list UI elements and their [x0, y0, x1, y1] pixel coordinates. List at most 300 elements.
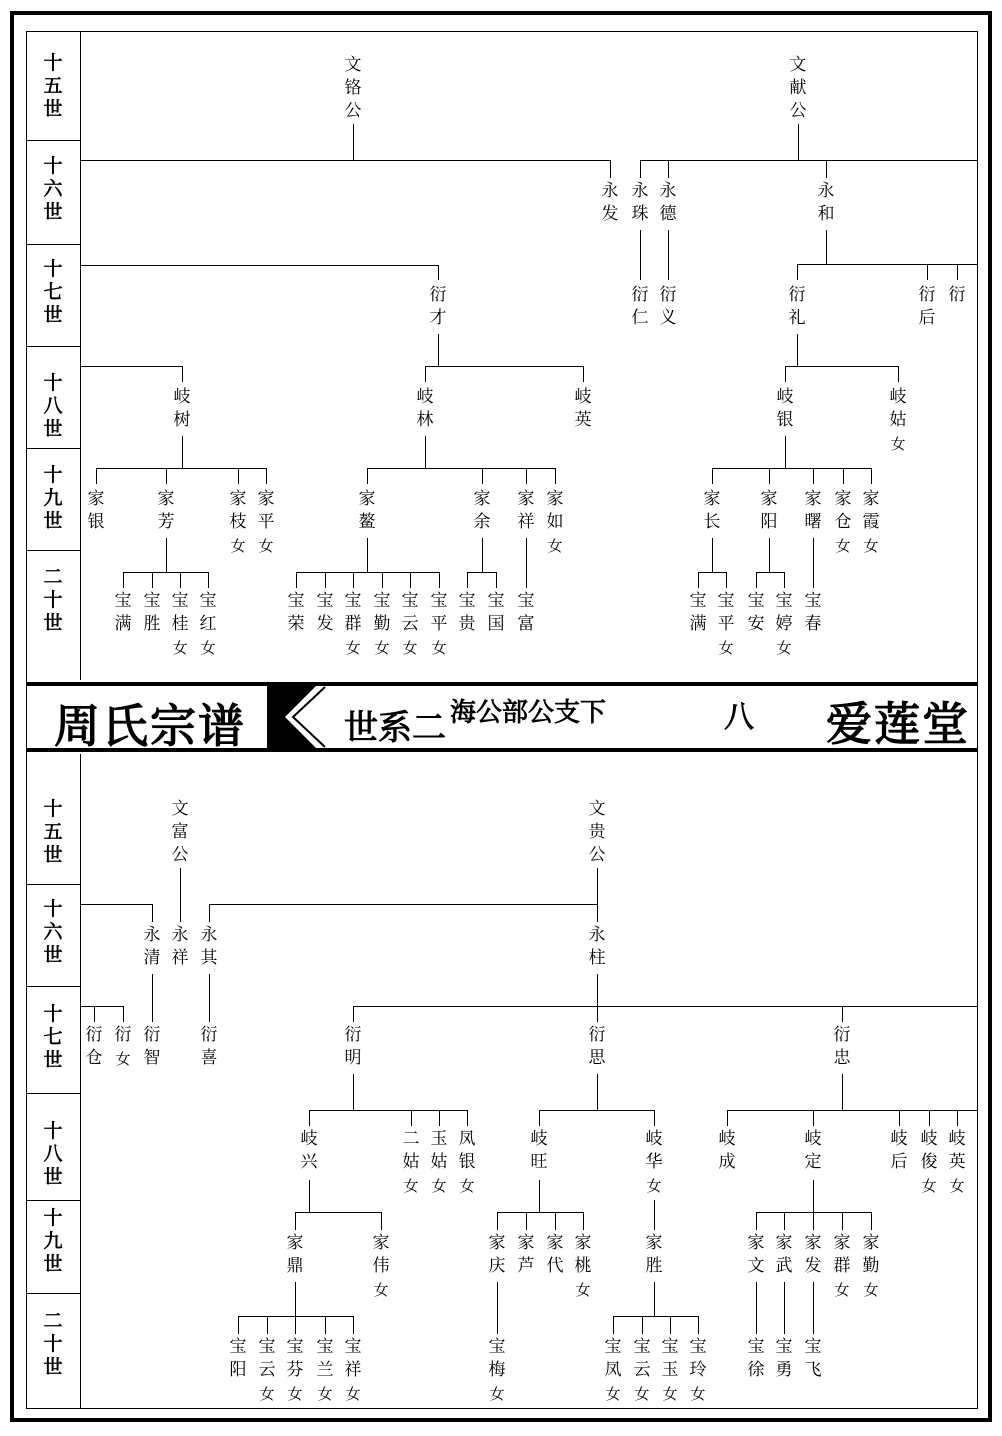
- female-mark: 女: [690, 1385, 706, 1403]
- connector-line: [26, 884, 80, 885]
- person-name: 家 霞 女: [859, 488, 883, 558]
- female-mark: 女: [317, 1385, 333, 1403]
- connector-line: [80, 366, 182, 367]
- person-name: 衍 忠: [833, 1025, 851, 1068]
- connector-line: [654, 1282, 655, 1316]
- connector-line: [957, 1110, 958, 1126]
- person-name: 家 代: [546, 1233, 564, 1276]
- connector-line: [209, 974, 210, 1022]
- generation-label: 十 五 世: [43, 798, 63, 866]
- connector-line: [26, 244, 80, 245]
- connector-line: [425, 436, 426, 468]
- person-name: 宝 国: [487, 591, 505, 634]
- connector-line: [208, 572, 209, 588]
- branch-title: 海公部公支下: [450, 698, 607, 728]
- person-name: 家 鳌: [358, 489, 376, 532]
- person-name: 衍: [948, 285, 966, 305]
- connector-line: [784, 572, 785, 588]
- connector-line: [96, 468, 266, 469]
- connector-line: [94, 1006, 95, 1022]
- person-name: 衍 女: [111, 1024, 135, 1071]
- connector-line: [382, 572, 383, 588]
- person-name: 岐 后: [890, 1129, 908, 1172]
- person-name: 文 富 公: [171, 799, 189, 865]
- connector-line: [425, 366, 426, 382]
- person-name: 岐 定: [804, 1129, 822, 1172]
- generation-label: 十 五 世: [43, 52, 63, 120]
- generation-label: 十 六 世: [43, 155, 63, 223]
- connector-line: [642, 1316, 643, 1334]
- connector-line: [467, 1110, 468, 1126]
- connector-line: [166, 538, 167, 572]
- connector-line: [482, 468, 483, 484]
- connector-line: [26, 550, 80, 551]
- connector-line: [238, 1316, 239, 1334]
- connector-line: [597, 868, 598, 922]
- person-name: 家 曙: [804, 489, 822, 532]
- person-name: 衍 礼: [788, 285, 806, 328]
- connector-line: [182, 436, 183, 468]
- connector-line: [899, 1110, 900, 1126]
- connector-line: [295, 1316, 296, 1334]
- person-name: 文 贵 公: [588, 799, 606, 865]
- person-name: 家 长: [703, 489, 721, 532]
- connector-line: [411, 1110, 412, 1126]
- connector-line: [756, 1212, 757, 1230]
- person-name: 宝 云 女: [630, 1336, 654, 1406]
- person-name: 衍 仓: [85, 1025, 103, 1068]
- connector-line: [843, 468, 844, 484]
- connector-line: [871, 1212, 872, 1230]
- person-name: 宝 贵: [458, 591, 476, 634]
- person-name: 家 平 女: [254, 488, 278, 558]
- connector-line: [209, 904, 597, 905]
- connector-line: [180, 868, 181, 922]
- connector-line: [640, 160, 641, 178]
- person-name: 宝 勇: [775, 1337, 793, 1380]
- female-mark: 女: [575, 1281, 591, 1299]
- connector-line: [526, 1212, 527, 1230]
- person-name: 家 鼎: [286, 1233, 304, 1276]
- connector-line: [325, 1316, 326, 1334]
- female-mark: 女: [834, 1281, 850, 1299]
- female-mark: 女: [863, 1281, 879, 1299]
- connector-line: [797, 334, 798, 366]
- connector-line: [467, 572, 468, 588]
- connector-line: [929, 1110, 930, 1126]
- connector-line: [152, 572, 153, 588]
- connector-line: [296, 572, 297, 588]
- page-number: 八: [724, 700, 754, 735]
- connector-line: [871, 468, 872, 484]
- person-name: 岐 姑 女: [886, 386, 910, 456]
- person-name: 家 胜: [645, 1233, 663, 1276]
- person-name: 岐 英: [574, 387, 592, 430]
- section-title: 世系二: [344, 708, 446, 748]
- person-name: 衍 喜: [200, 1025, 218, 1068]
- connector-line: [842, 1074, 843, 1110]
- connector-line: [784, 1282, 785, 1334]
- person-name: 宝 富: [517, 591, 535, 634]
- connector-line: [152, 974, 153, 1022]
- connector-line: [640, 230, 641, 280]
- connector-line: [756, 572, 784, 573]
- connector-line: [238, 468, 239, 484]
- person-name: 衍 明: [344, 1025, 362, 1068]
- person-name: 永 发: [601, 181, 619, 224]
- person-name: 宝 红 女: [196, 590, 220, 660]
- connector-line: [295, 1212, 296, 1230]
- connector-line: [784, 1212, 785, 1230]
- generation-label: 十 九 世: [43, 1207, 63, 1275]
- female-mark: 女: [172, 639, 188, 657]
- connector-line: [769, 468, 770, 484]
- female-mark: 女: [115, 1050, 131, 1068]
- connector-line: [698, 572, 726, 573]
- person-name: 宝 凤 女: [601, 1336, 625, 1406]
- person-name: 宝 平 女: [427, 590, 451, 660]
- person-name: 永 清: [143, 925, 161, 968]
- person-name: 家 庆: [488, 1233, 506, 1276]
- female-mark: 女: [402, 639, 418, 657]
- generation-label: 十 九 世: [43, 464, 63, 532]
- connector-line: [797, 264, 798, 280]
- person-name: 宝 云 女: [398, 590, 422, 660]
- connector-line: [597, 1074, 598, 1110]
- connector-line: [123, 572, 208, 573]
- person-name: 家 桃 女: [571, 1232, 595, 1302]
- person-name: 家 枝 女: [226, 488, 250, 558]
- person-name: 宝 梅 女: [485, 1336, 509, 1406]
- connector-line: [166, 468, 167, 484]
- connector-line: [296, 572, 439, 573]
- generation-label: 十 八 世: [43, 372, 63, 440]
- connector-line: [497, 1212, 498, 1230]
- connector-line: [80, 265, 438, 266]
- connector-line: [26, 986, 80, 987]
- person-name: 宝 平 女: [714, 590, 738, 660]
- female-mark: 女: [200, 639, 216, 657]
- generation-label: 十 七 世: [43, 1003, 63, 1071]
- female-mark: 女: [287, 1385, 303, 1403]
- female-mark: 女: [921, 1177, 937, 1195]
- person-name: 宝 安: [747, 591, 765, 634]
- connector-line: [80, 754, 81, 1408]
- person-name: 岐 树: [173, 387, 191, 430]
- connector-line: [526, 538, 527, 588]
- connector-line: [209, 904, 210, 922]
- female-mark: 女: [776, 639, 792, 657]
- connector-line: [381, 1212, 382, 1230]
- person-name: 家 武: [775, 1233, 793, 1276]
- female-mark: 女: [863, 537, 879, 555]
- connector-line: [555, 1212, 556, 1230]
- person-name: 宝 徐: [747, 1337, 765, 1380]
- connector-line: [756, 572, 757, 588]
- person-name: 宝 飞: [804, 1337, 822, 1380]
- connector-line: [496, 572, 497, 588]
- person-name: 宝 满: [689, 591, 707, 634]
- person-name: 衍 思: [588, 1025, 606, 1068]
- person-name: 宝 祥 女: [341, 1336, 365, 1406]
- connector-line: [727, 1110, 978, 1111]
- person-name: 宝 群 女: [341, 590, 365, 660]
- connector-line: [555, 468, 556, 484]
- connector-line: [438, 265, 439, 280]
- connector-line: [439, 572, 440, 588]
- connector-line: [610, 160, 611, 178]
- person-name: 岐 英 女: [945, 1128, 969, 1198]
- person-name: 宝 云 女: [255, 1336, 279, 1406]
- connector-line: [353, 1006, 354, 1022]
- connector-line: [813, 538, 814, 588]
- connector-line: [295, 1212, 381, 1213]
- connector-line: [80, 1006, 123, 1007]
- person-name: 家 余: [473, 489, 491, 532]
- person-name: 家 仓 女: [831, 488, 855, 558]
- connector-line: [927, 264, 928, 280]
- connector-line: [295, 1282, 296, 1316]
- connector-line: [583, 366, 584, 382]
- female-mark: 女: [605, 1385, 621, 1403]
- female-mark: 女: [431, 1177, 447, 1195]
- person-name: 宝 玲 女: [686, 1336, 710, 1406]
- person-name: 家 阳: [760, 489, 778, 532]
- person-name: 岐 兴: [300, 1129, 318, 1172]
- person-name: 家 祥: [517, 489, 535, 532]
- connector-line: [756, 1282, 757, 1334]
- female-mark: 女: [459, 1177, 475, 1195]
- person-name: 宝 胜: [143, 591, 161, 634]
- arrow-mark-icon: [267, 685, 335, 749]
- connector-line: [539, 1180, 540, 1212]
- female-mark: 女: [431, 639, 447, 657]
- connector-line: [898, 366, 899, 382]
- connector-line: [813, 1110, 814, 1126]
- generation-label: 二 十 世: [43, 566, 63, 634]
- person-name: 永 柱: [588, 925, 606, 968]
- connector-line: [353, 1074, 354, 1110]
- person-name: 家 银: [87, 489, 105, 532]
- connector-line: [539, 1110, 654, 1111]
- connector-line: [123, 572, 124, 588]
- connector-line: [712, 538, 713, 572]
- person-name: 宝 满: [114, 591, 132, 634]
- person-name: 岐 银: [776, 387, 794, 430]
- connector-line: [325, 572, 326, 588]
- person-name: 二 姑 女: [399, 1128, 423, 1198]
- connector-line: [726, 572, 727, 588]
- person-name: 宝 婷 女: [772, 590, 796, 660]
- female-mark: 女: [890, 435, 906, 453]
- person-name: 永 和: [817, 181, 835, 224]
- connector-line: [26, 1093, 80, 1094]
- person-name: 永 珠: [631, 181, 649, 224]
- person-name: 岐 旺: [530, 1129, 548, 1172]
- connector-line: [182, 366, 183, 382]
- person-name: 永 祥: [171, 925, 189, 968]
- connector-line: [597, 974, 598, 1006]
- person-name: 永 其: [200, 925, 218, 968]
- person-name: 衍 仁: [631, 285, 649, 328]
- female-mark: 女: [345, 1385, 361, 1403]
- connector-line: [640, 160, 978, 161]
- person-name: 岐 林: [416, 387, 434, 430]
- connector-line: [798, 124, 799, 160]
- connector-line: [353, 572, 354, 588]
- person-name: 衍 智: [143, 1025, 161, 1068]
- female-mark: 女: [634, 1385, 650, 1403]
- person-name: 衍 义: [659, 285, 677, 328]
- connector-line: [438, 334, 439, 366]
- connector-line: [785, 436, 786, 468]
- connector-line: [80, 904, 152, 905]
- connector-line: [180, 572, 181, 588]
- person-name: 家 芳: [157, 489, 175, 532]
- person-name: 凤 银 女: [455, 1128, 479, 1198]
- connector-line: [26, 140, 80, 141]
- female-mark: 女: [646, 1177, 662, 1195]
- female-mark: 女: [949, 1177, 965, 1195]
- generation-label: 十 七 世: [43, 258, 63, 326]
- person-name: 宝 春: [804, 591, 822, 634]
- title-band: [26, 682, 978, 752]
- person-name: 宝 荣: [287, 591, 305, 634]
- connector-line: [410, 572, 411, 588]
- connector-line: [267, 1316, 268, 1334]
- person-name: 文 铬 公: [344, 55, 362, 121]
- connector-line: [654, 1110, 655, 1126]
- connector-line: [497, 1282, 498, 1334]
- connector-line: [813, 1282, 814, 1334]
- connector-line: [785, 366, 786, 382]
- female-mark: 女: [662, 1385, 678, 1403]
- female-mark: 女: [835, 537, 851, 555]
- connector-line: [842, 1212, 843, 1230]
- connector-line: [797, 264, 978, 265]
- book-title: 周氏宗谱: [54, 699, 246, 753]
- connector-line: [670, 1316, 671, 1334]
- connector-line: [353, 1316, 354, 1334]
- female-mark: 女: [403, 1177, 419, 1195]
- female-mark: 女: [374, 639, 390, 657]
- connector-line: [957, 264, 958, 280]
- connector-line: [597, 1006, 598, 1022]
- connector-line: [654, 1200, 655, 1230]
- person-name: 家 勤 女: [859, 1232, 883, 1302]
- generation-label: 二 十 世: [43, 1310, 63, 1378]
- person-name: 家 群 女: [830, 1232, 854, 1302]
- connector-line: [769, 538, 770, 572]
- connector-line: [668, 230, 669, 280]
- connector-line: [80, 31, 81, 680]
- female-mark: 女: [345, 639, 361, 657]
- connector-line: [26, 346, 80, 347]
- person-name: 家 文: [747, 1233, 765, 1276]
- connector-line: [613, 1316, 698, 1317]
- person-name: 岐 华 女: [642, 1128, 666, 1198]
- connector-line: [80, 160, 610, 161]
- connector-line: [668, 160, 669, 178]
- person-name: 岐 俊 女: [917, 1128, 941, 1198]
- connector-line: [367, 538, 368, 572]
- connector-line: [842, 1006, 843, 1022]
- person-name: 家 芦: [517, 1233, 535, 1276]
- connector-line: [439, 1110, 440, 1126]
- connector-line: [353, 1006, 978, 1007]
- connector-line: [26, 1293, 80, 1294]
- person-name: 宝 玉 女: [658, 1336, 682, 1406]
- female-mark: 女: [489, 1385, 505, 1403]
- connector-line: [785, 366, 898, 367]
- connector-line: [26, 1200, 80, 1201]
- connector-line: [712, 468, 871, 469]
- connector-line: [309, 1110, 467, 1111]
- connector-line: [813, 468, 814, 484]
- person-name: 文 献 公: [789, 55, 807, 121]
- connector-line: [813, 1180, 814, 1212]
- connector-line: [712, 468, 713, 484]
- connector-line: [26, 448, 80, 449]
- connector-line: [467, 572, 496, 573]
- connector-line: [698, 572, 699, 588]
- person-name: 永 德: [659, 181, 677, 224]
- female-mark: 女: [259, 1385, 275, 1403]
- person-name: 宝 阳: [229, 1337, 247, 1380]
- connector-line: [583, 1212, 584, 1230]
- person-name: 家 伟 女: [369, 1232, 393, 1302]
- connector-line: [497, 1212, 583, 1213]
- person-name: 衍 后: [918, 285, 936, 328]
- connector-line: [353, 124, 354, 160]
- person-name: 宝 桂 女: [168, 590, 192, 660]
- generation-label: 十 八 世: [43, 1120, 63, 1188]
- connector-line: [309, 1180, 310, 1212]
- connector-line: [613, 1316, 614, 1334]
- person-name: 衍 才: [429, 285, 447, 328]
- person-name: 宝 发: [316, 591, 334, 634]
- female-mark: 女: [230, 537, 246, 555]
- connector-line: [309, 1110, 310, 1126]
- connector-line: [727, 1110, 728, 1126]
- person-name: 家 如 女: [543, 488, 567, 558]
- female-mark: 女: [718, 639, 734, 657]
- connector-line: [123, 1006, 124, 1022]
- connector-line: [826, 160, 827, 178]
- person-name: 玉 姑 女: [427, 1128, 451, 1198]
- connector-line: [367, 468, 368, 484]
- person-name: 家 发: [804, 1233, 822, 1276]
- connector-line: [813, 1212, 814, 1230]
- connector-line: [266, 468, 267, 484]
- connector-line: [96, 468, 97, 484]
- connector-line: [826, 230, 827, 264]
- generation-label: 十 六 世: [43, 898, 63, 966]
- connector-line: [482, 538, 483, 572]
- connector-line: [526, 468, 527, 484]
- person-name: 宝 芬 女: [283, 1336, 307, 1406]
- person-name: 岐 成: [718, 1129, 736, 1172]
- hall-name: 爱莲堂: [826, 697, 970, 751]
- connector-line: [152, 904, 153, 922]
- female-mark: 女: [373, 1281, 389, 1299]
- female-mark: 女: [258, 537, 274, 555]
- person-name: 宝 勤 女: [370, 590, 394, 660]
- person-name: 宝 兰 女: [313, 1336, 337, 1406]
- connector-line: [539, 1110, 540, 1126]
- connector-line: [425, 366, 583, 367]
- female-mark: 女: [547, 537, 563, 555]
